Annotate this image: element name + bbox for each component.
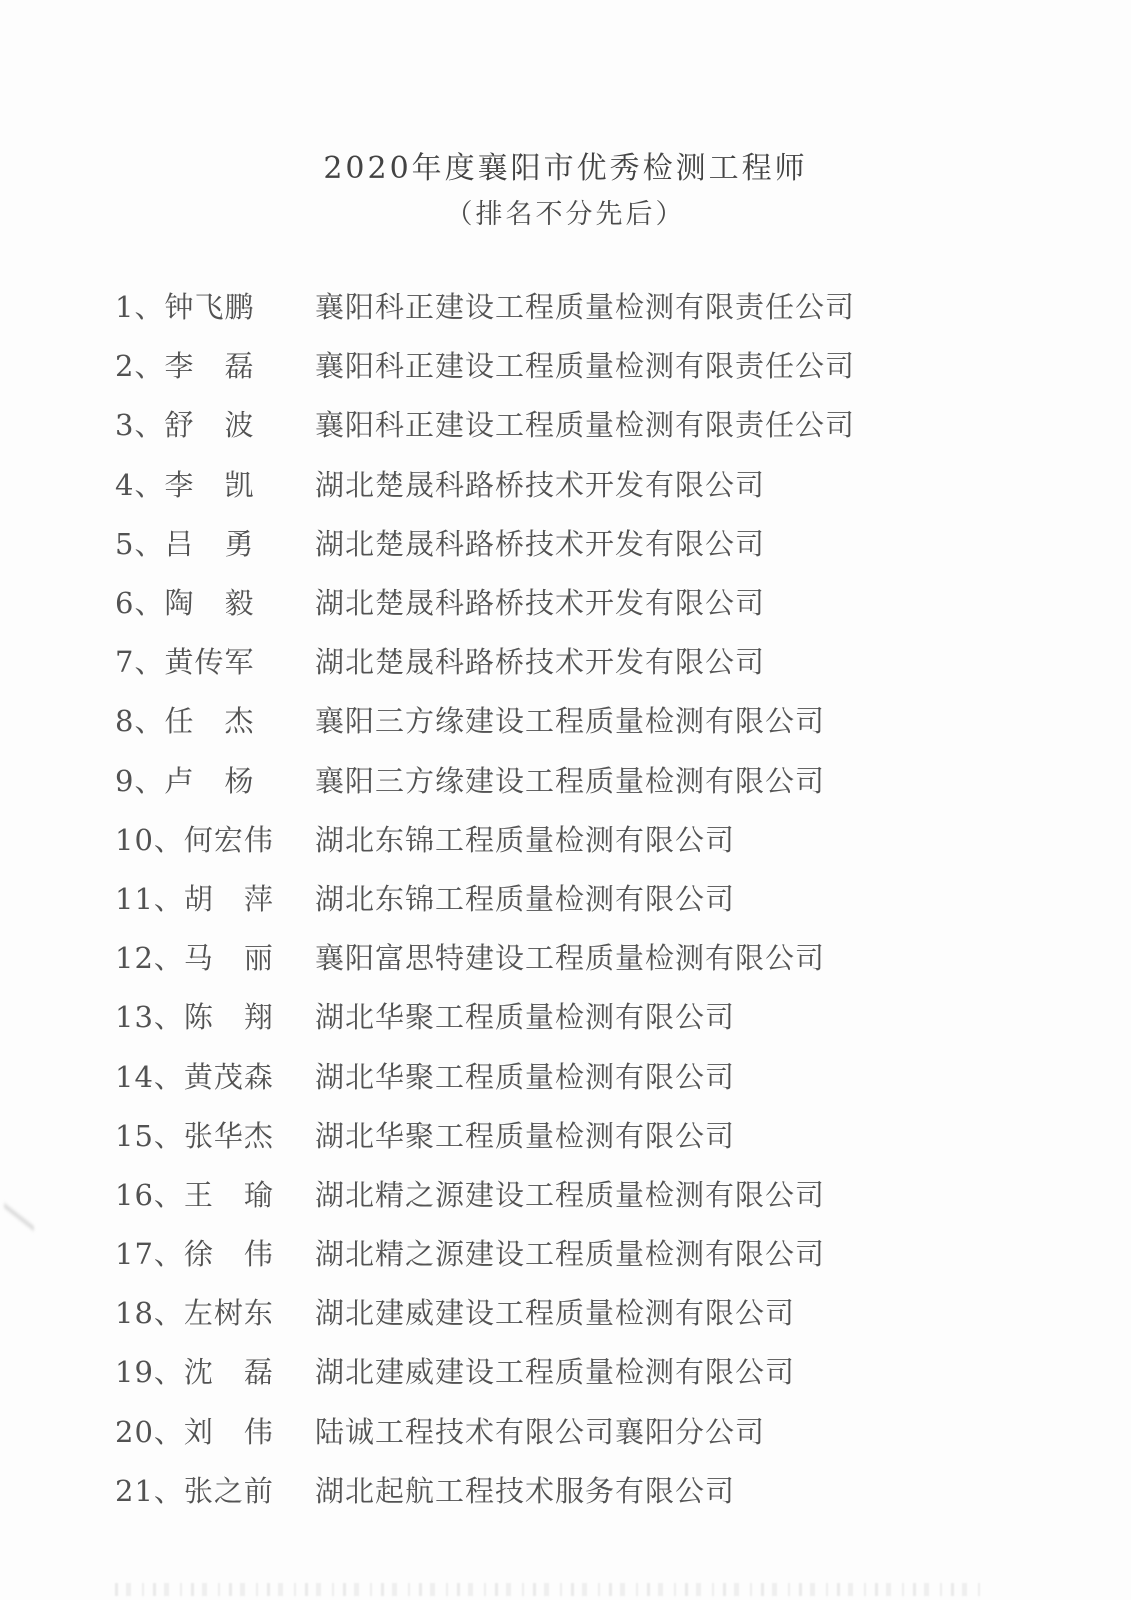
entry-number-and-name	[115, 1114, 315, 1155]
entry-number-and-name	[115, 1173, 315, 1214]
entry-number-and-name	[115, 285, 315, 326]
entry-name: 陶 毅	[164, 586, 255, 621]
scan-smudge-artifact	[4, 1200, 34, 1234]
entry-number-and-name	[115, 995, 315, 1036]
list-item	[115, 454, 1071, 513]
list-item	[115, 513, 1071, 572]
entry-name: 张华杰	[183, 1118, 274, 1153]
entry-number: 12、	[115, 941, 184, 976]
entry-name: 徐 伟	[183, 1237, 274, 1272]
list-item	[115, 868, 1071, 927]
list-item	[115, 631, 1071, 690]
page-subtitle: （排名不分先后）	[445, 199, 686, 230]
list-item	[115, 750, 1071, 809]
entry-company: 湖北建威建设工程质量检测有限公司	[315, 1296, 796, 1331]
entry-number: 19、	[115, 1355, 184, 1390]
entry-name: 黄传军	[164, 645, 255, 680]
list-item	[115, 394, 1071, 453]
list-item	[115, 1401, 1071, 1460]
entry-company: 襄阳富思特建设工程质量检测有限公司	[315, 941, 826, 976]
list-item	[115, 986, 1071, 1045]
entry-name: 王 瑜	[183, 1177, 274, 1212]
entry-number-and-name	[115, 640, 315, 681]
entry-number: 1、	[115, 290, 165, 325]
entry-company: 襄阳科正建设工程质量检测有限责任公司	[315, 290, 856, 325]
entry-number: 15、	[115, 1118, 184, 1153]
entry-number: 5、	[115, 526, 165, 561]
entry-number-and-name	[115, 818, 315, 859]
entry-number: 11、	[115, 881, 184, 916]
list-item	[115, 809, 1071, 868]
entry-name: 李 凯	[164, 467, 255, 502]
entry-number: 7、	[115, 645, 165, 680]
entry-number-and-name	[115, 936, 315, 977]
list-item	[115, 1460, 1071, 1519]
entry-company: 湖北起航工程技术服务有限公司	[315, 1473, 736, 1508]
entry-name: 张之前	[183, 1473, 274, 1508]
entry-company: 湖北华聚工程质量检测有限公司	[315, 1059, 736, 1094]
entry-company: 湖北精之源建设工程质量检测有限公司	[315, 1237, 826, 1272]
entry-name: 胡 萍	[183, 881, 274, 916]
entry-name: 钟飞鹏	[164, 290, 255, 325]
entry-name: 舒 波	[164, 408, 255, 443]
entry-number: 2、	[115, 349, 165, 384]
entry-number-and-name	[115, 1055, 315, 1096]
entry-company: 襄阳三方缘建设工程质量检测有限公司	[315, 704, 826, 739]
entry-number: 21、	[115, 1473, 184, 1508]
entry-name: 左树东	[183, 1296, 274, 1331]
entry-number-and-name	[115, 877, 315, 918]
entry-number: 10、	[115, 822, 184, 857]
entry-number-and-name	[115, 344, 315, 385]
entry-company: 湖北东锦工程质量检测有限公司	[315, 822, 736, 857]
list-item	[115, 572, 1071, 631]
list-item	[115, 690, 1071, 749]
list-item	[115, 335, 1071, 394]
entry-name: 何宏伟	[183, 822, 274, 857]
entry-number-and-name	[115, 581, 315, 622]
entry-number: 13、	[115, 1000, 184, 1035]
entry-name: 陈 翔	[183, 1000, 274, 1035]
entry-number: 6、	[115, 586, 165, 621]
entry-name: 卢 杨	[164, 763, 255, 798]
entry-name: 沈 磊	[183, 1355, 274, 1390]
entry-name: 吕 勇	[164, 526, 255, 561]
cutoff-text-row-artifact	[115, 1583, 980, 1596]
entry-number-and-name	[115, 463, 315, 504]
entry-company: 陆诚工程技术有限公司襄阳分公司	[315, 1414, 766, 1449]
entry-number: 4、	[115, 467, 165, 502]
entry-number: 20、	[115, 1414, 184, 1449]
entry-number: 17、	[115, 1237, 184, 1272]
entry-number-and-name	[115, 1291, 315, 1332]
entry-company: 湖北楚晟科路桥技术开发有限公司	[315, 467, 766, 502]
entry-number-and-name	[115, 403, 315, 444]
list-item	[115, 1223, 1071, 1282]
entry-name: 黄茂森	[183, 1059, 274, 1094]
entry-number-and-name	[115, 522, 315, 563]
entry-number: 3、	[115, 408, 165, 443]
entry-number-and-name	[115, 1350, 315, 1391]
entry-company: 湖北楚晟科路桥技术开发有限公司	[315, 526, 766, 561]
entry-company: 襄阳三方缘建设工程质量检测有限公司	[315, 763, 826, 798]
entry-number: 18、	[115, 1296, 184, 1331]
entry-company: 湖北华聚工程质量检测有限公司	[315, 1118, 736, 1153]
engineer-list	[0, 276, 1131, 1519]
entry-number: 16、	[115, 1177, 184, 1212]
list-item	[115, 276, 1071, 335]
list-item	[115, 1341, 1071, 1400]
entry-number-and-name	[115, 1232, 315, 1273]
entry-number: 8、	[115, 704, 165, 739]
page-title: 2020年度襄阳市优秀检测工程师	[323, 151, 808, 186]
entry-number-and-name	[115, 759, 315, 800]
entry-name: 刘 伟	[183, 1414, 274, 1449]
list-item	[115, 1164, 1071, 1223]
entry-company: 湖北建威建设工程质量检测有限公司	[315, 1355, 796, 1390]
entry-company: 湖北东锦工程质量检测有限公司	[315, 881, 736, 916]
entry-company: 襄阳科正建设工程质量检测有限责任公司	[315, 408, 856, 443]
list-item	[115, 927, 1071, 986]
entry-company: 湖北华聚工程质量检测有限公司	[315, 1000, 736, 1035]
entry-company: 湖北楚晟科路桥技术开发有限公司	[315, 645, 766, 680]
entry-name: 任 杰	[164, 704, 255, 739]
entry-number: 14、	[115, 1059, 184, 1094]
entry-company: 襄阳科正建设工程质量检测有限责任公司	[315, 349, 856, 384]
entry-name: 李 磊	[164, 349, 255, 384]
list-item	[115, 1045, 1071, 1104]
entry-number-and-name	[115, 699, 315, 740]
entry-number: 9、	[115, 763, 165, 798]
entry-company: 湖北精之源建设工程质量检测有限公司	[315, 1177, 826, 1212]
list-item	[115, 1282, 1071, 1341]
entry-company: 湖北楚晟科路桥技术开发有限公司	[315, 586, 766, 621]
entry-number-and-name	[115, 1410, 315, 1451]
entry-name: 马 丽	[183, 941, 274, 976]
entry-number-and-name	[115, 1469, 315, 1510]
list-item	[115, 1105, 1071, 1164]
